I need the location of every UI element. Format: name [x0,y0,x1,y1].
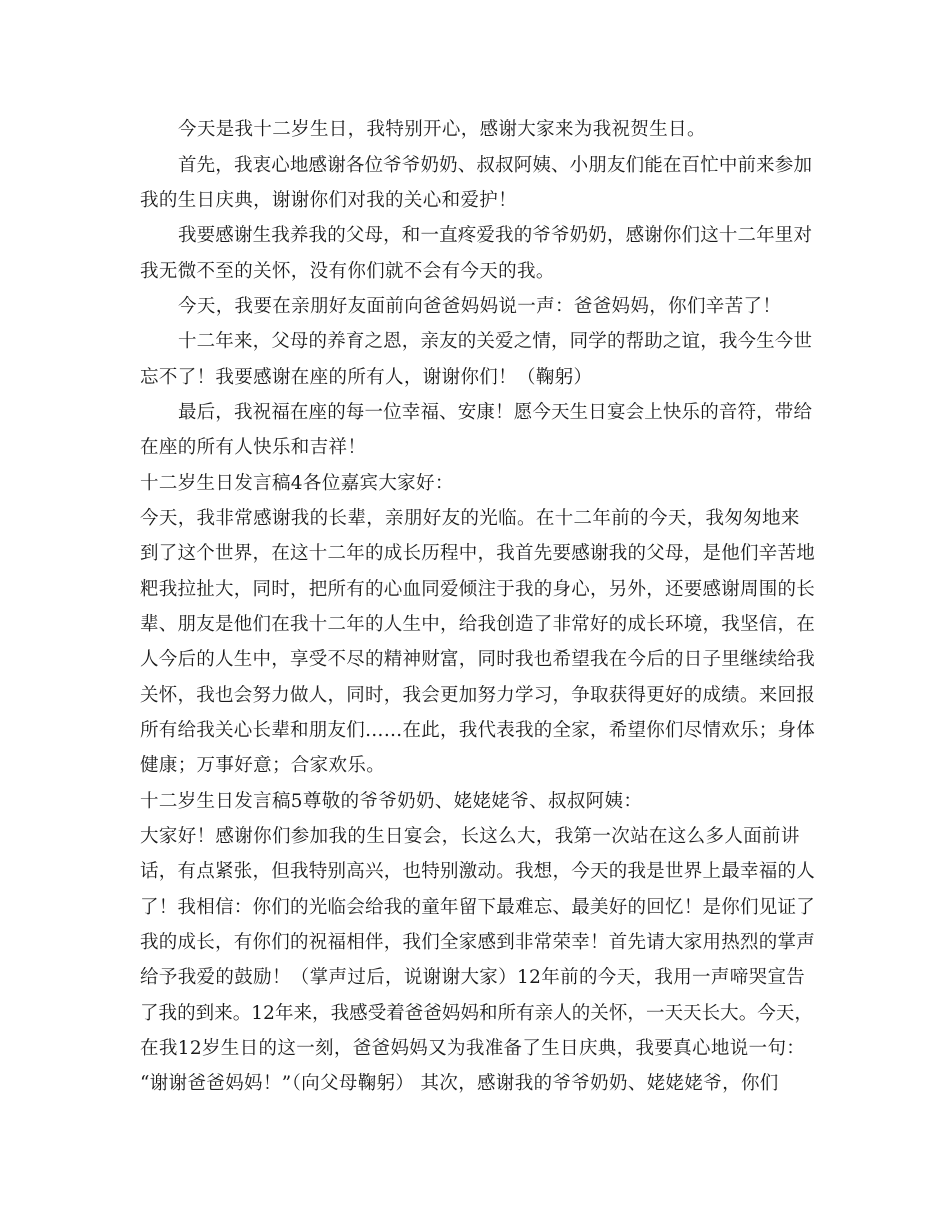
text-line: 我无微不至的关怀，没有你们就不会有今天的我。 [140,261,555,282]
text-line: 在我12岁生日的这一刻，爸爸妈妈又为我准备了生日庆典，我要真心地说一句： [140,1038,806,1059]
text-line: 给予我爱的鼓励！（掌声过后，说谢谢大家）12年前的今天，我用一声啼哭宣告 [140,967,806,988]
text-line: 所有给我关心长辈和朋友们……在此，我代表我的全家，希望你们尽情欢乐；身体 [140,720,816,741]
text-line: 话，有点紧张，但我特别高兴，也特别激动。我想，今天的我是世界上最幸福的人 [140,861,816,882]
text-line: 了我的到来。12年来，我感受着爸爸妈妈和所有亲人的关怀，一天天长大。今天， [140,1003,813,1024]
text-line: 了！我相信：你们的光临会给我的童年留下最难忘、最美好的回忆！是你们见证了 [140,897,816,918]
section-heading: 十二岁生日发言稿4各位嘉宾大家好： [140,473,454,494]
text-line: 大家好！感谢你们参加我的生日宴会，长这么大，我第一次站在这么多人面前讲 [140,826,800,847]
text-line: 今天，我要在亲朋好友面前向爸爸妈妈说一声：爸爸妈妈，你们辛苦了！ [178,296,782,317]
text-line: 我的成长，有你们的祝福相伴，我们全家感到非常荣幸！首先请大家用热烈的掌声 [140,932,816,953]
text-line: 人今后的人生中，享受不尽的精神财富，同时我也希望我在今后的日子里继续给我 [140,649,816,670]
text-line: 粑我拉扯大，同时，把所有的心血同爱倾注于我的身心，另外，还要感谢周围的长 [140,579,816,600]
text-line: 首先，我衷心地感谢各位爷爷奶奶、叔叔阿姨、小朋友们能在百忙中前来参加 [178,155,813,176]
text-line: 在座的所有人快乐和吉祥！ [140,437,367,458]
text-line: 今天是我十二岁生日，我特别开心，感谢大家来为我祝贺生日。 [178,119,706,140]
text-line: 辈、朋友是他们在我十二年的人生中，给我创造了非常好的成长环境，我坚信，在 [140,614,816,635]
text-line: 我的生日庆典，谢谢你们对我的关心和爱护！ [140,190,518,211]
text-line: 关怀，我也会努力做人，同时，我会更加努力学习，争取获得更好的成绩。来回报 [140,685,816,706]
text-line: 最后，我祝福在座的每一位幸福、安康！愿今天生日宴会上快乐的音符，带给 [178,402,813,423]
text-line: 今天，我非常感谢我的长辈，亲朋好友的光临。在十二年前的今天，我匆匆地来 [140,508,800,529]
section-heading: 十二岁生日发言稿5尊敬的爷爷奶奶、姥姥姥爷、叔叔阿姨： [140,791,643,812]
text-line: 十二年来，父母的养育之恩，亲友的关爱之情，同学的帮助之谊，我今生今世 [178,331,813,352]
text-line: 到了这个世界，在这十二年的成长历程中，我首先要感谢我的父母，是他们辛苦地 [140,543,816,564]
text-line: 健康；万事好意；合家欢乐。 [140,755,386,776]
text-line: 我要感谢生我养我的父母，和一直疼爱我的爷爷奶奶，感谢你们这十二年里对 [178,225,813,246]
text-line: “谢谢爸爸妈妈！”（向父母鞠躬） 其次，感谢我的爷爷奶奶、姥姥姥爷，你们 [140,1073,779,1094]
text-line: 忘不了！我要感谢在座的所有人，谢谢你们！（鞠躬） [140,367,593,388]
